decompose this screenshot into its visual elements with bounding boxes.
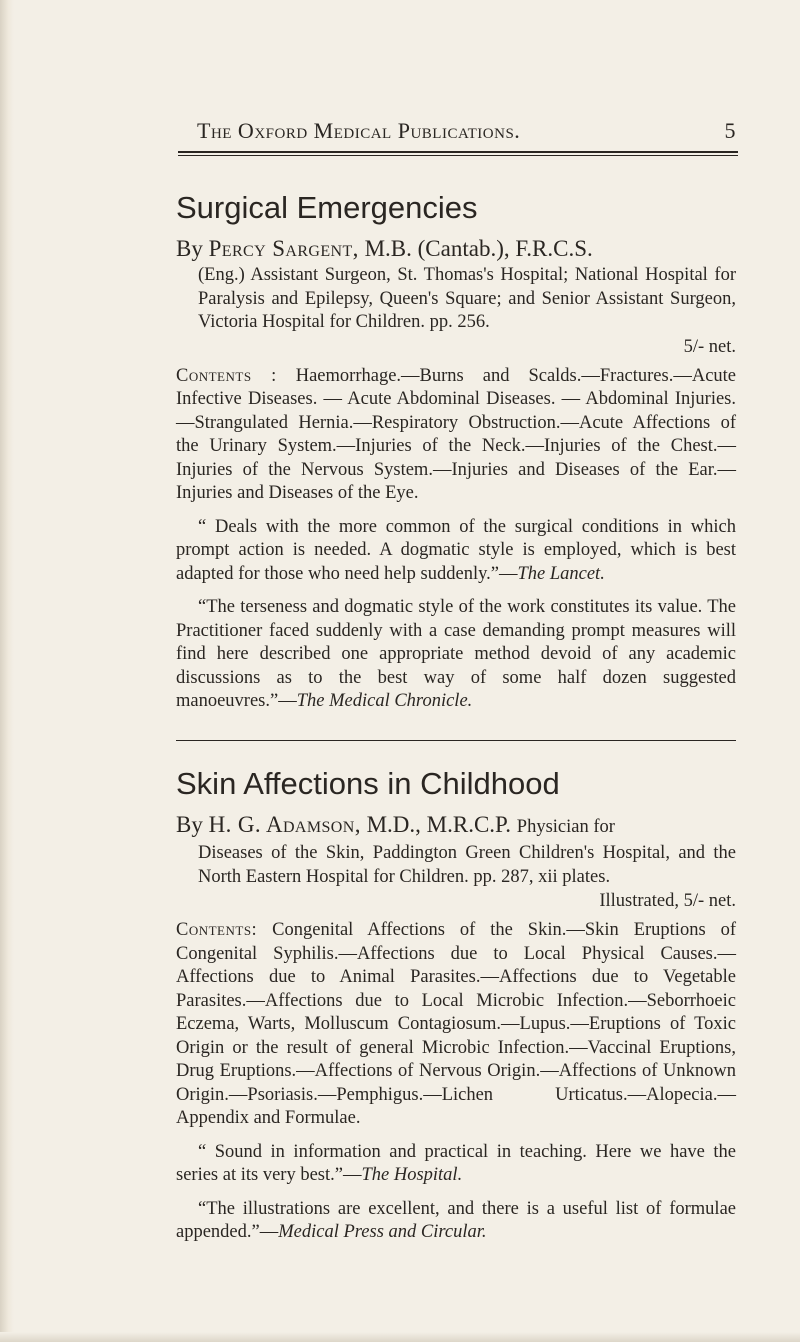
book-price: Illustrated, 5/- net. <box>599 891 736 911</box>
contents-label: Contents : <box>176 365 277 386</box>
author-role: Physician for <box>516 817 615 837</box>
review-source: The Medical Chronicle. <box>296 691 473 711</box>
book-description: (Eng.) Assistant Surgeon, St. Thomas's Hospital; National Hospital for Paralysis and Epilepsy, Queen's Square; and Senior Assistant Surgeon, Victoria Hospital for Children. pp. 256. <box>198 265 736 332</box>
review-quote <box>176 1141 736 1188</box>
review-source: The Lancet. <box>517 563 605 584</box>
contents-label: Contents: <box>176 920 258 940</box>
review-text: “ Deals with the more common of the surgical conditions in which prompt action is needed. A dogmatic style is employed, which is best adapted for those who need help suddenly.”— <box>176 516 736 584</box>
running-header-title: The Oxford Medical Publications. <box>197 118 521 143</box>
author-line <box>176 810 736 842</box>
book-title: Skin Affections in Childhood <box>176 766 560 801</box>
author-degrees: M.D., M.R.C.P. <box>366 812 512 837</box>
contents-paragraph <box>176 365 736 506</box>
section-divider <box>176 740 736 741</box>
page-number: 5 <box>724 118 736 143</box>
review-text: “The terseness and dogmatic style of the work constitutes its value. The Practitioner faced suddenly with a case demanding prompt measures will find here described one appropriate method devoid of any academic discussions as to the best way of some half dozen suggested manoeuvres.”— <box>176 597 736 711</box>
author-prefix: By <box>176 812 203 837</box>
review-source: Medical Press and Circular. <box>278 1222 487 1242</box>
author-name: Percy Sargent, <box>208 236 359 261</box>
book-entry-skin-affections <box>176 766 736 1245</box>
review-quote <box>176 596 736 714</box>
contents-paragraph <box>176 919 736 1131</box>
contents-text: Haemorrhage.—Burns and Scalds.—Fractures.—Acute Infective Diseases. — Acute Abdominal Diseases. — Abdominal Injuries.—Strangulated Hernia.—Respiratory Obstruction.—Acute Affections of the Urinary System.—Injuries of the Neck.—Injuries of the Chest.—Injuries of the Nervous System.—Injuries and Diseases of the Ear.—Injuries and Diseases of the Eye. <box>176 365 737 503</box>
contents-text: Congenital Affections of the Skin.—Skin Eruptions of Congenital Syphilis.—Affections due to Local Physical Causes.—Affections due to Animal Parasites.—Affections due to Vegetable Parasites.—Affections due to Local Microbic Infection.—Seborrhoeic Eczema, Warts, Molluscum Contagiosum.—Lupus.—Eruptions of Toxic Origin or the result of general Microbic Infection.—Vaccinal Eruptions, Drug Eruptions.—Affections of Nervous Origin.—Affections of Unknown Origin.—Psoriasis.—Pemphigus.—Lichen Urticatus.—Alopecia.—Appendix and Formulae. <box>176 920 736 1128</box>
author-line <box>176 234 736 264</box>
review-text: “The illustrations are excellent, and there is a useful list of formulae appended.”— <box>176 1198 736 1242</box>
review-text: “ Sound in information and practical in teaching. Here we have the series at its very best.”— <box>176 1141 736 1185</box>
author-degrees: M.B. (Cantab.), F.R.C.S. <box>364 236 593 261</box>
book-title: Surgical Emergencies <box>176 190 478 225</box>
review-source: The Hospital. <box>361 1165 463 1185</box>
review-quote <box>176 1198 736 1245</box>
header-rule <box>178 151 738 153</box>
book-description: Diseases of the Skin, Paddington Green Children's Hospital, and the North Eastern Hospital for Children. pp. 287, xii plates. <box>198 843 736 887</box>
author-name: H. G. Adamson, <box>208 812 361 837</box>
author-prefix: By <box>176 236 203 261</box>
review-quote <box>176 516 736 587</box>
page-left-shadow <box>0 0 14 1342</box>
book-entry-surgical-emergencies <box>176 190 736 714</box>
page-bottom-shadow <box>0 1332 800 1342</box>
header-rule-thin <box>178 155 738 156</box>
book-price: 5/- net. <box>683 336 736 357</box>
